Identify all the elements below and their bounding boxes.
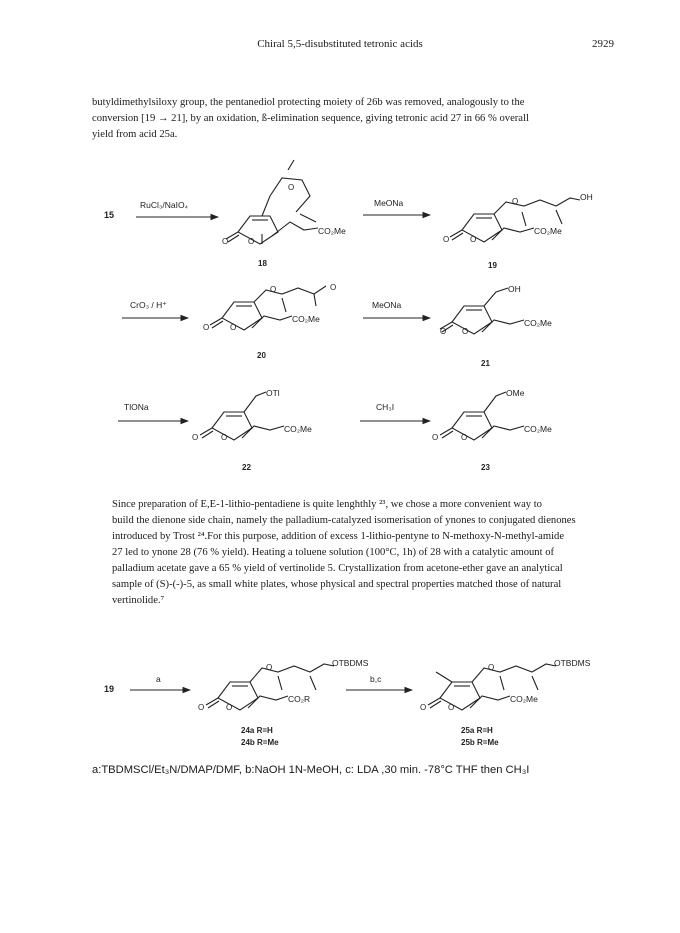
page-number: 2929 bbox=[592, 38, 614, 50]
compound-label: 23 bbox=[481, 463, 490, 472]
group-label: OH bbox=[508, 284, 521, 294]
reagent-label: CH₃I bbox=[376, 402, 395, 412]
group-label: OTBDMS bbox=[332, 658, 369, 668]
group-label: OMe bbox=[506, 388, 525, 398]
atom-label: O bbox=[432, 433, 439, 442]
atom-label: O bbox=[192, 433, 199, 442]
paragraph-vertinolide bbox=[92, 497, 598, 609]
structure-23 bbox=[432, 388, 552, 442]
group-label: CO₂Me bbox=[534, 226, 562, 236]
group-label: CO₂Me bbox=[524, 424, 552, 434]
compound-label: 25b R=Me bbox=[461, 738, 499, 747]
reagent-label: RuCl₃/NaIO₄ bbox=[140, 200, 189, 210]
group-label: CO₂Me bbox=[318, 226, 346, 236]
reagent-label: TlONa bbox=[124, 402, 149, 412]
atom-label: O bbox=[222, 237, 229, 246]
reagent-label: MeONa bbox=[372, 300, 402, 310]
structure-18 bbox=[222, 160, 346, 246]
structure-21 bbox=[440, 284, 552, 336]
text-line: vertinolide.⁷ bbox=[112, 595, 165, 606]
group-label: OTl bbox=[266, 388, 280, 398]
atom-label: O bbox=[288, 183, 295, 192]
text-line: sample of (S)-(-)-5, as small white plates, whose physical and spectral properties matched those of natural bbox=[112, 579, 562, 590]
atom-label: O bbox=[270, 285, 277, 294]
text-line: palladium acetate gave a 65 % yield of vertinolide 5. Crystallization from acetone-ether gave an analytical bbox=[112, 563, 563, 574]
compound-label: 25a R=H bbox=[461, 726, 493, 735]
group-label: OH bbox=[580, 192, 593, 202]
atom-label: O bbox=[266, 663, 273, 672]
structure-22 bbox=[192, 388, 312, 442]
atom-label: O bbox=[420, 703, 427, 712]
atom-label: O bbox=[230, 323, 237, 332]
structure-20 bbox=[203, 283, 336, 332]
text-line: conversion [19 → 21], by an oxidation, ß-elimination sequence, giving tetronic acid 27 in 66 % overall bbox=[92, 113, 529, 124]
atom-label: O bbox=[203, 323, 210, 332]
atom-label: O bbox=[248, 237, 255, 246]
compound-label: 24b R=Me bbox=[241, 738, 279, 747]
atom-label: O bbox=[221, 433, 228, 442]
atom-label: O bbox=[470, 235, 477, 244]
atom-label: O bbox=[462, 327, 469, 336]
atom-label: O bbox=[440, 327, 447, 336]
text-line: 27 led to ynone 28 (76 % yield). Heating a toluene solution (100°C, 1h) of 28 with a catalytic amount of bbox=[112, 547, 555, 558]
compound-label: 19 bbox=[488, 261, 497, 270]
atom-label: O bbox=[226, 703, 233, 712]
group-label: CO₂Me bbox=[292, 314, 320, 324]
group-label: OTBDMS bbox=[554, 658, 591, 668]
atom-label: O bbox=[443, 235, 450, 244]
structure-24 bbox=[198, 658, 369, 712]
reagent-label: CrO₃ / H⁺ bbox=[130, 300, 167, 310]
text-line: build the dienone side chain, namely the palladium-catalyzed isomerisation of ynones to conjugated dienones bbox=[112, 515, 576, 526]
structure-25 bbox=[420, 658, 591, 712]
text-line: yield from acid 25a. bbox=[92, 129, 178, 140]
compound-label: 15 bbox=[104, 210, 115, 220]
group-label: CO₂Me bbox=[510, 694, 538, 704]
atom-label: O bbox=[512, 197, 519, 206]
atom-label: O bbox=[330, 283, 337, 292]
reagent-label: b,c bbox=[370, 674, 382, 684]
compound-label: 21 bbox=[481, 359, 490, 368]
compound-label: 20 bbox=[257, 351, 266, 360]
atom-label: O bbox=[198, 703, 205, 712]
atom-label: O bbox=[488, 663, 495, 672]
text-line: Since preparation of E,E-1-lithio-pentadiene is quite lenghthly ²³, we chose a more convenient way to bbox=[112, 499, 542, 510]
structure-19 bbox=[443, 192, 593, 244]
running-title: Chiral 5,5-disubstituted tetronic acids bbox=[257, 38, 423, 50]
text-line: introduced by Trost ²⁴.For this purpose, addition of excess 1-lithio-pentyne to N-methoxy-N-methyl-amide bbox=[112, 531, 565, 542]
group-label: CO₂R bbox=[288, 694, 311, 704]
compound-label: 24a R=H bbox=[241, 726, 273, 735]
group-label: CO₂Me bbox=[284, 424, 312, 434]
atom-label: O bbox=[448, 703, 455, 712]
text-line: butyldimethylsiloxy group, the pentanediol protecting moiety of 26b was removed, analogously to the bbox=[92, 97, 525, 108]
reagent-label: MeONa bbox=[374, 198, 404, 208]
atom-label: O bbox=[461, 433, 468, 442]
compound-label: 18 bbox=[258, 259, 267, 268]
scheme-footnote: a:TBDMSCl/Et₃N/DMAP/DMF, b:NaOH 1N-MeOH, c: LDA ,30 min. -78°C THF then CH₃I bbox=[92, 764, 530, 776]
compound-label: 22 bbox=[242, 463, 251, 472]
group-label: CO₂Me bbox=[524, 318, 552, 328]
reagent-label: a bbox=[156, 674, 161, 684]
compound-label: 19 bbox=[104, 684, 115, 694]
